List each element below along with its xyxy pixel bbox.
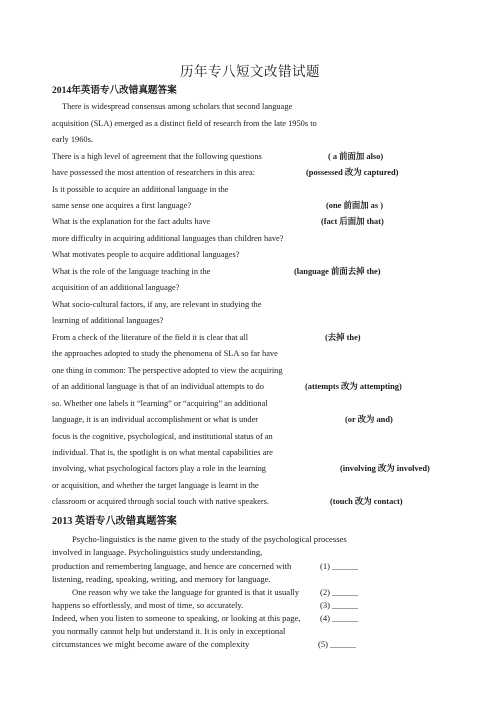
passage-line: or acquisition, and whether the target language is learnt in the <box>52 481 259 490</box>
passage-line: From a check of the literature of the field it is clear that all <box>52 333 249 342</box>
answer-blank: (2) ______ <box>320 587 358 597</box>
answer-note: (touch 改为 contact) <box>330 497 403 506</box>
passage-line: classroom or acquired through social touch with native speakers. <box>52 497 269 506</box>
passage-line: of an additional language is that of an individual attempts to do <box>52 382 264 391</box>
passage-line: language, it is an individual accomplishment or what is under <box>52 415 259 424</box>
passage-line: same sense one acquires a first language? <box>52 201 192 210</box>
passage-line: have possessed the most attention of researchers in this area: <box>52 168 256 177</box>
answer-blank: (4) ______ <box>320 613 358 623</box>
passage-line: focus is the cognitive, psychological, and institutional status of an <box>52 432 273 441</box>
answer-note: (attempts 改为 attempting) <box>305 382 402 391</box>
passage-line: One reason why we take the language for granted is that it usually <box>72 587 300 597</box>
passage-line: There is widespread consensus among scholars that second language <box>62 102 293 111</box>
answer-blank: (5) ______ <box>318 639 356 649</box>
passage-line: Indeed, when you listen to someone to speaking, or looking at this page, <box>52 613 301 623</box>
answer-blank: (3) ______ <box>320 600 358 610</box>
passage-line: Is it possible to acquire an additional language in the <box>52 185 229 194</box>
passage-line: What socio-cultural factors, if any, are relevant in studying the <box>52 300 262 309</box>
answer-note: (去掉 the) <box>325 333 361 342</box>
passage-line: What is the explanation for the fact adults have <box>52 217 211 226</box>
passage-line: you normally cannot help but understand it. It is only in exceptional <box>52 626 286 636</box>
passage-line: There is a high level of agreement that the following questions <box>52 152 262 161</box>
passage-line: individual. That is, the spotlight is on what mental capabilities are <box>52 448 273 457</box>
answer-note: (one 前面加 as ) <box>326 201 383 210</box>
answer-note: (involving 改为 involved) <box>340 464 430 473</box>
passage-line: one thing in common: The perspective adopted to view the acquiring <box>52 366 283 375</box>
passage-line: involved in language. Psycholinguistics study understanding, <box>52 547 263 557</box>
passage-line: production and remembering language, and hence are concerned with <box>52 561 292 571</box>
passage-line: Psycho-linguistics is the name given to the study of the psychological processes <box>72 534 347 544</box>
passage-line: What motivates people to acquire additional languages? <box>52 250 240 259</box>
passage-line: circumstances we might become aware of the complexity <box>52 639 250 649</box>
passage-line: learning of additional languages? <box>52 316 164 325</box>
page-title: 历年专八短文改错试题 <box>180 64 320 79</box>
passage-line: acquisition of an additional language? <box>52 283 180 292</box>
passage-line: listening, reading, speaking, writing, and memory for language. <box>52 574 271 584</box>
answer-note: ( a 前面加 also) <box>328 152 384 161</box>
section-heading-2013: 2013 英语专八改错真题答案 <box>52 516 177 527</box>
passage-line: the approaches adopted to study the phenomena of SLA so far have <box>52 349 278 358</box>
passage-line: so. Whether one labels it “learning” or “acquiring” an additional <box>52 399 268 408</box>
passage-line: early 1960s. <box>52 135 93 144</box>
passage-line: acquisition (SLA) emerged as a distinct field of research from the late 1950s to <box>52 119 317 128</box>
answer-note: (fact 后面加 that) <box>321 217 384 226</box>
answer-note: (language 前面去掉 the) <box>294 267 381 276</box>
passage-line: more difficulty in acquiring additional languages than children have? <box>52 234 284 243</box>
passage-line: happens so effortlessly, and most of time, so accurately. <box>52 600 244 610</box>
answer-blank: (1) ______ <box>320 561 358 571</box>
passage-line: involving, what psychological factors play a role in the learning <box>52 464 266 473</box>
section-heading-2014: 2014年英语专八改错真题答案 <box>52 85 177 96</box>
answer-note: (possessed 改为 captured) <box>306 168 399 177</box>
answer-note: (or 改为 and) <box>345 415 393 424</box>
passage-line: What is the role of the language teaching in the <box>52 267 211 276</box>
